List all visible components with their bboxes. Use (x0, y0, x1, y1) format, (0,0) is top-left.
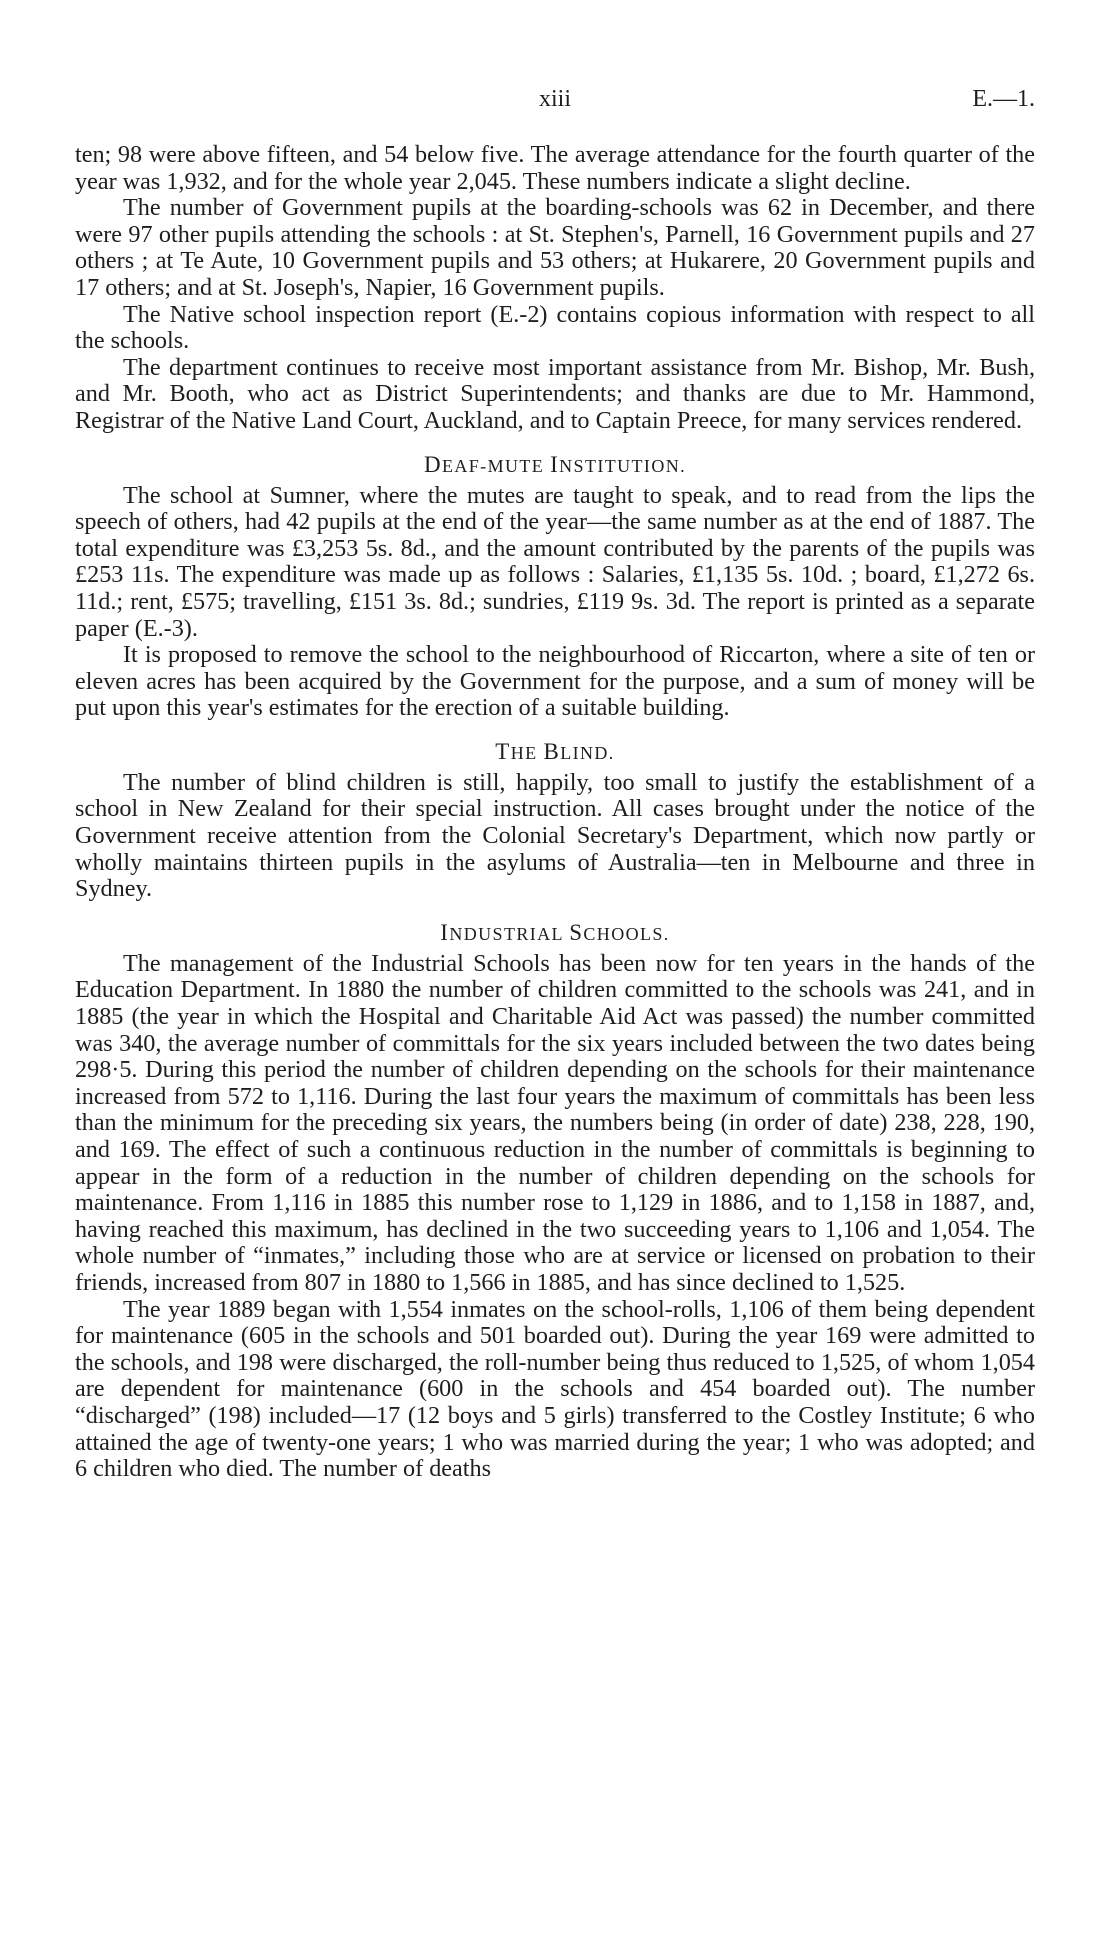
section-heading-deaf-mute: DEAF-MUTE INSTITUTION. (423, 451, 687, 477)
paragraph: The Native school inspection report (E.-2) contains copious information with respect to all the schools. (75, 300, 1035, 355)
paragraph: The number of blind children is still, happily, too small to justify the establishment of a school in New Zealand for their special instruction. All cases brought under the notice of the Government receive attention from the Colonial Secretary's Department, which now partly or wholly maintains thirteen pupils in the asylums of Australia—ten in Melbourne and three in Sydney. (75, 768, 1035, 903)
main-text (75, 142, 1035, 1483)
page-number: xiii (538, 86, 571, 112)
section-heading-industrial-schools: INDUSTRIAL SCHOOLS. (440, 919, 670, 945)
section-code: E.—1. (972, 86, 1035, 112)
page-header (75, 86, 1035, 118)
paragraph: ten; 98 were above fifteen, and 54 below five. The average attendance for the fourth quarter of the year was 1,932, and for the whole year 2,045. These numbers indicate a slight decline. (75, 141, 1035, 195)
paragraph: The school at Sumner, where the mutes are taught to speak, and to read from the lips the speech of others, had 42 pupils at the end of the year—the same number as at the end of 1887. The total expenditure was £3,253 5s. 8d., and the amount contributed by the parents of the pupils was £253 11s. The expenditure was made up as follows : Salaries, £1,135 5s. 10d. ; board, £1,272 6s. 11d.; rent, £575; travelling, £151 3s. 8d.; sundries, £119 9s. 3d. The report is printed as a separate paper (E.-3). (75, 481, 1035, 642)
paragraph: The year 1889 began with 1,554 inmates on the school-rolls, 1,106 of them being dependent for maintenance (605 in the schools and 501 boarded out). During the year 169 were admitted to the schools, and 198 were discharged, the roll-number being thus reduced to 1,525, of whom 1,054 are dependent for maintenance (600 in the schools and 454 boarded out). The number “discharged” (198) included—17 (12 boys and 5 girls) transferred to the Costley Institute; 6 who attained the age of twenty-one years; 1 who was married during the year; 1 who was adopted; and 6 children who died. The number of deaths (75, 1295, 1035, 1483)
paragraph: The department continues to receive most important assistance from Mr. Bishop, Mr. Bush, and Mr. Booth, who act as District Superintendents; and thanks are due to Mr. Hammond, Registrar of the Native Land Court, Auckland, and to Captain Preece, for many services rendered. (75, 353, 1035, 434)
paragraph: The number of Government pupils at the boarding-schools was 62 in December, and there were 97 other pupils attending the schools : at St. Stephen's, Parnell, 16 Government pupils and 27 others ; at Te Aute, 10 Government pupils and 53 others; at Hukarere, 20 Government pupils and 17 others; and at St. Joseph's, Napier, 16 Government pupils. (75, 194, 1035, 301)
paragraph: It is proposed to remove the school to the neighbourhood of Riccarton, where a site of ten or eleven acres has been acquired by the Government for the purpose, and a sum of money will be put upon this year's estimates for the erection of a suitable building. (75, 641, 1035, 722)
paragraph: The management of the Industrial Schools has been now for ten years in the hands of the Education Department. In 1880 the number of children committed to the schools was 241, and in 1885 (the year in which the Hospital and Charitable Aid Act was passed) the number committed was 340, the average number of committals for the six years included between the two dates being 298·5. During this period the number of children depending on the schools for their maintenance increased from 572 to 1,116. During the last four years the maximum of committals has been less than the minimum for the preceding six years, the numbers being (in order of date) 238, 228, 190, and 169. The effect of such a continuous reduction in the number of committals is beginning to appear in the form of a reduction in the number of children depending on the schools for maintenance. From 1,116 in 1885 this number rose to 1,129 in 1886, and to 1,158 in 1887, and, having reached this maximum, has declined in the two succeeding years to 1,106 and 1,054. The whole number of “inmates,” including those who are at service or licensed on probation to their friends, increased from 807 in 1880 to 1,566 in 1885, and has since declined to 1,525. (75, 949, 1035, 1296)
section-heading-blind: THE BLIND. (495, 738, 615, 764)
